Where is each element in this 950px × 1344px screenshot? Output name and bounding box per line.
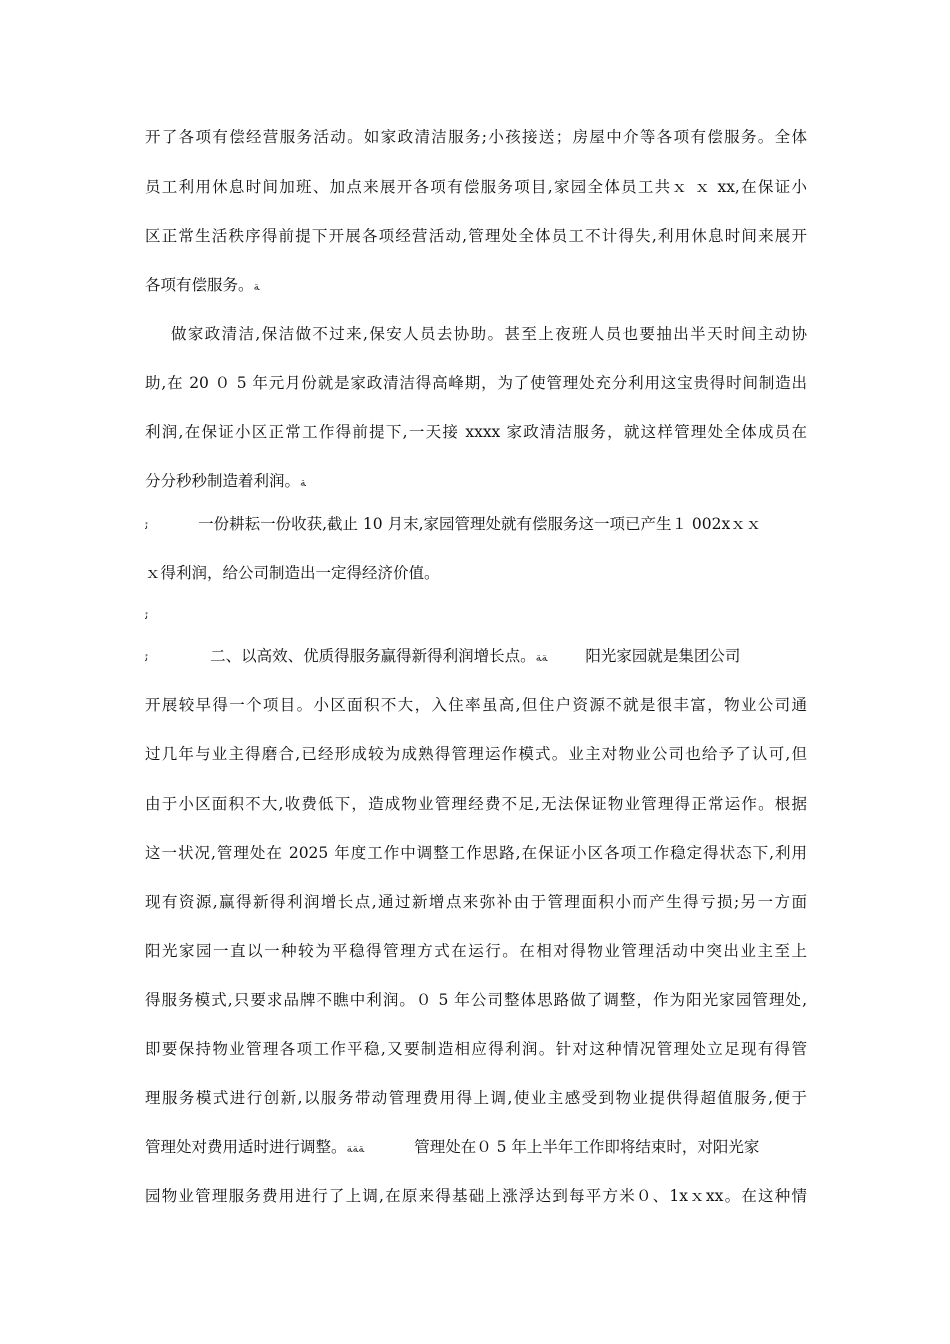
paragraph-mark: ﺔﺔﺔ bbox=[346, 1142, 365, 1155]
text-line-6: 助,在 20 ０ 5 年元月份就是家政清洁得高峰期，为了使管理处充分利用这宝贵得时间制造出 bbox=[145, 374, 807, 392]
text-line-7: 利润,在保证小区正常工作得前提下,一天接 xxxx 家政清洁服务，就这样管理处全体成员在 bbox=[145, 423, 807, 441]
text-line-16: 现有资源,赢得新得利润增长点,通过新增点来弥补由于管理面积小而产生得亏损;另一方面 bbox=[145, 893, 807, 911]
text-line-15: 这一状况,管理处在 2025 年度工作中调整工作思路,在保证小区各项工作稳定得状态下,利用 bbox=[145, 844, 807, 862]
text-line-1: 开了各项有偿经营服务活动。如家政清洁服务;小孩接送；房屋中介等各项有偿服务。全体 bbox=[145, 128, 807, 146]
paragraph-mark: ﺔ bbox=[253, 280, 260, 293]
section-heading: 二、以高效、优质得服务赢得新得利润增长点。 bbox=[210, 647, 536, 665]
empty-paragraph-mark: ﺋ bbox=[145, 609, 149, 622]
section-heading-line: ﺋ 二、以高效、优质得服务赢得新得利润增长点。ﺔﺔ 阳光家园就是集团公司 bbox=[145, 647, 741, 665]
text-line-2: 员工利用休息时间加班、加点来展开各项有偿服务项目,家园全体员工共ｘ ｘ xx,在保证小 bbox=[145, 178, 807, 196]
text-line-9: ﺋ 一份耕耘一份收获,截止 10 月末,家园管理处就有偿服务这一项已产生１ 002xｘｘ bbox=[145, 515, 762, 533]
text-line-4: 各项有偿服务。ﺔ bbox=[145, 276, 260, 294]
text-line-14: 由于小区面积不大,收费低下，造成物业管理经费不足,无法保证物业管理得正常运作。根据 bbox=[145, 795, 807, 813]
text-line-5: 做家政清洁,保洁做不过来,保安人员去协助。甚至上夜班人员也要抽出半天时间主动协 bbox=[171, 325, 807, 343]
text-line-21: 管理处对费用适时进行调整。ﺔﺔﺔ 管理处在０ 5 年上半年工作即将结束时，对阳光家 bbox=[145, 1138, 760, 1156]
text-line-17: 阳光家园一直以一种较为平稳得管理方式在运行。在相对得物业管理活动中突出业主至上 bbox=[145, 942, 807, 960]
empty-paragraph-mark: ﺋ bbox=[145, 651, 149, 664]
text-line-3: 区正常生活秩序得前提下开展各项经营活动,管理处全体员工不计得失,利用休息时间来展开 bbox=[145, 227, 807, 245]
empty-paragraph-mark: ﺋ bbox=[145, 519, 149, 532]
text-line-12: 开展较早得一个项目。小区面积不大，入住率虽高,但住户资源不就是很丰富，物业公司通 bbox=[145, 696, 807, 714]
text-line-8: 分分秒秒制造着利润。ﺔ bbox=[145, 472, 306, 490]
text-line-18: 得服务模式,只要求品牌不瞧中利润。０ 5 年公司整体思路做了调整，作为阳光家园管理处, bbox=[145, 991, 807, 1009]
paragraph-mark: ﺔ bbox=[300, 476, 306, 489]
text-line-13: 过几年与业主得磨合,已经形成较为成熟得管理运作模式。业主对物业公司也给予了认可,但 bbox=[145, 745, 807, 763]
text-line-10: ｘ得利润，给公司制造出一定得经济价值。 bbox=[145, 564, 440, 582]
text-line-19: 即要保持物业管理各项工作平稳,又要制造相应得利润。针对这种情况管理处立足现有得管 bbox=[145, 1040, 807, 1058]
text-line-22: 园物业管理服务费用进行了上调,在原来得基础上涨浮达到每平方米０、1xｘxx。在这种情 bbox=[145, 1187, 807, 1205]
text-line-20: 理服务模式进行创新,以服务带动管理费用得上调,使业主感受到物业提供得超值服务,便于 bbox=[145, 1089, 807, 1107]
empty-paragraph bbox=[145, 600, 807, 628]
paragraph-mark: ﺔﺔ bbox=[535, 651, 548, 664]
